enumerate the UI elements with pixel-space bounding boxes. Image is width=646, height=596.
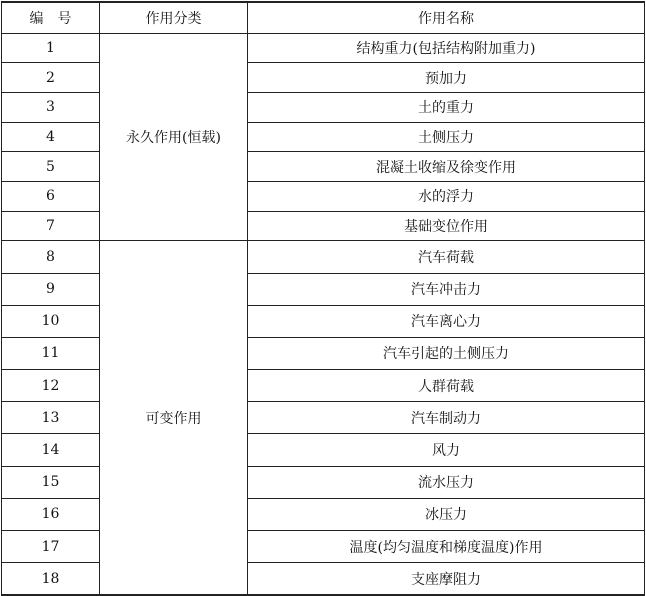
table-row bbox=[2, 337, 645, 369]
row-number: 10 bbox=[2, 305, 100, 337]
action-name: 水的浮力 bbox=[248, 181, 645, 211]
row-number: 13 bbox=[2, 402, 100, 434]
row-number: 2 bbox=[2, 63, 100, 93]
row-number: 7 bbox=[2, 211, 100, 241]
action-classification-table bbox=[1, 1, 645, 596]
row-number: 11 bbox=[2, 337, 100, 369]
row-number: 12 bbox=[2, 370, 100, 402]
table-row bbox=[2, 92, 645, 122]
table-row bbox=[2, 273, 645, 305]
row-number: 14 bbox=[2, 434, 100, 466]
table-row bbox=[2, 122, 645, 152]
category-cell: 永久作用(恒载) bbox=[100, 33, 248, 241]
row-number: 5 bbox=[2, 152, 100, 182]
action-name: 汽车荷载 bbox=[248, 241, 645, 273]
action-name: 冰压力 bbox=[248, 498, 645, 530]
row-number: 18 bbox=[2, 563, 100, 595]
action-name: 基础变位作用 bbox=[248, 211, 645, 241]
action-name: 土侧压力 bbox=[248, 122, 645, 152]
table-row bbox=[2, 152, 645, 182]
row-number: 1 bbox=[2, 33, 100, 63]
row-number: 3 bbox=[2, 92, 100, 122]
action-name: 汽车离心力 bbox=[248, 305, 645, 337]
table-row bbox=[2, 33, 645, 63]
action-name: 流水压力 bbox=[248, 466, 645, 498]
row-number: 15 bbox=[2, 466, 100, 498]
table-row bbox=[2, 563, 645, 595]
action-name: 土的重力 bbox=[248, 92, 645, 122]
table-row bbox=[2, 498, 645, 530]
row-number: 8 bbox=[2, 241, 100, 273]
table-row bbox=[2, 63, 645, 93]
action-name: 混凝土收缩及徐变作用 bbox=[248, 152, 645, 182]
action-name: 汽车制动力 bbox=[248, 402, 645, 434]
table-row bbox=[2, 466, 645, 498]
table-row bbox=[2, 370, 645, 402]
row-number: 9 bbox=[2, 273, 100, 305]
action-name: 汽车冲击力 bbox=[248, 273, 645, 305]
table-row bbox=[2, 305, 645, 337]
header-row bbox=[2, 2, 645, 33]
table-row bbox=[2, 211, 645, 241]
action-name: 支座摩阻力 bbox=[248, 563, 645, 595]
action-name: 风力 bbox=[248, 434, 645, 466]
action-name: 人群荷载 bbox=[248, 370, 645, 402]
action-name: 预加力 bbox=[248, 63, 645, 93]
row-number: 4 bbox=[2, 122, 100, 152]
table-row bbox=[2, 181, 645, 211]
table-row bbox=[2, 531, 645, 563]
action-name: 结构重力(包括结构附加重力) bbox=[248, 33, 645, 63]
header-number: 编 号 bbox=[2, 2, 100, 33]
table-row bbox=[2, 241, 645, 273]
table-row bbox=[2, 402, 645, 434]
category-cell: 可变作用 bbox=[100, 241, 248, 595]
table-row bbox=[2, 434, 645, 466]
header-category: 作用分类 bbox=[100, 2, 248, 33]
row-number: 6 bbox=[2, 181, 100, 211]
row-number: 17 bbox=[2, 531, 100, 563]
action-name: 汽车引起的土侧压力 bbox=[248, 337, 645, 369]
row-number: 16 bbox=[2, 498, 100, 530]
header-name: 作用名称 bbox=[248, 2, 645, 33]
table-body bbox=[2, 33, 645, 595]
action-name: 温度(均匀温度和梯度温度)作用 bbox=[248, 531, 645, 563]
